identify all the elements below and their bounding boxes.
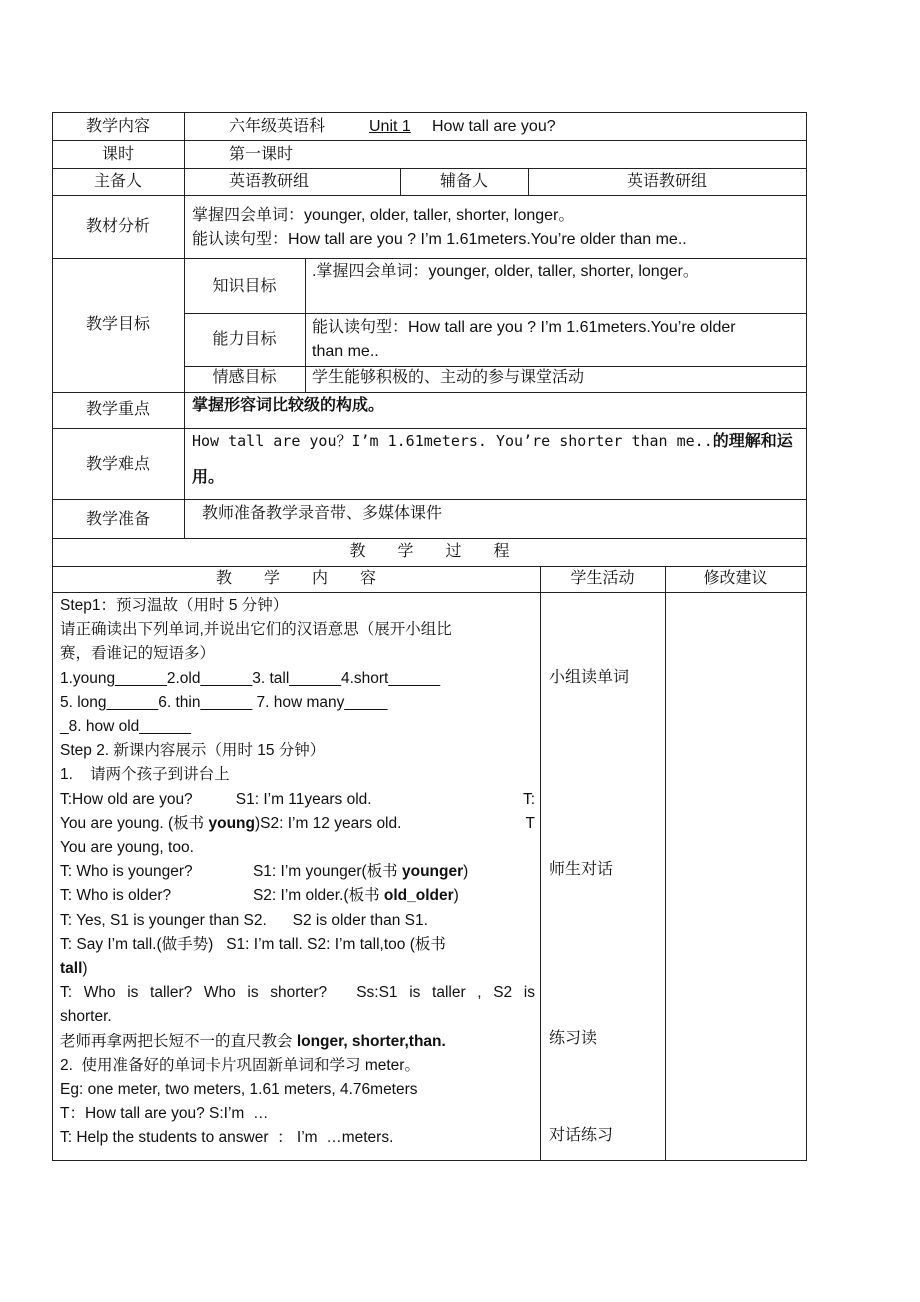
process-text: old_older — [383, 887, 454, 905]
content-unit: Unit 1 — [369, 118, 411, 135]
content-title: How tall are you? — [432, 118, 556, 135]
overflow-text: T: — [522, 790, 535, 808]
period-value: 第一课时 — [229, 146, 294, 163]
process-line — [60, 1104, 535, 1124]
process-text: )S2: I’m 12 years old. — [254, 814, 402, 832]
knowledge-label: 知识目标 — [212, 278, 277, 295]
process-text: T: Say I’m tall.(做手势) S1: I’m tall. S2: I’m tall,too (板书 — [60, 935, 446, 953]
process-title: 教 学 过 程 — [349, 543, 510, 560]
process-text: Step1：预习温故（用时 5 分钟） — [60, 597, 289, 614]
process-line — [60, 765, 535, 785]
process-text: T: Who is older? S2: I’m older.(板书 — [60, 887, 384, 905]
process-text: You are young, too. — [60, 839, 194, 856]
process-line — [60, 1056, 535, 1076]
process-line — [60, 911, 535, 931]
content-grade: 六年级英语科 — [229, 118, 326, 135]
process-text: younger — [401, 863, 464, 881]
difficulty-line2: 用。 — [192, 469, 225, 486]
ability-line2: than me.. — [312, 343, 379, 360]
lead-label: 主备人 — [93, 173, 142, 190]
process-text: 老师再拿两把长短不一的直尺教会 — [60, 1032, 297, 1050]
process-text: T：How tall are you? S:I’m … — [60, 1105, 269, 1123]
emotion-label: 情感目标 — [212, 369, 277, 386]
student-activity: 师生对话 — [549, 861, 614, 878]
key-value: 掌握形容词比较级的构成。 — [192, 397, 385, 414]
process-text: ) — [453, 887, 459, 905]
prep-value: 教师准备教学录音带、多媒体课件 — [202, 505, 443, 522]
process-line — [60, 1080, 535, 1100]
process-text: You are young. (板书 — [60, 814, 209, 832]
process-line — [60, 983, 535, 1003]
process-text: tall — [60, 960, 83, 977]
analysis-line1: 掌握四会单词：younger, older, taller, shorter, longer。 — [192, 207, 575, 224]
process-line — [60, 596, 535, 616]
col-suggest-header: 修改建议 — [703, 570, 768, 587]
process-text: Step 2. 新课内容展示（用时 15 分钟） — [60, 742, 326, 760]
overflow-text: T — [525, 814, 535, 832]
process-text: 1. 请两个孩子到讲台上 — [60, 766, 230, 784]
process-line — [60, 959, 535, 979]
student-activity: 小组读单词 — [549, 669, 630, 686]
key-label: 教学重点 — [85, 401, 150, 418]
analysis-line2: 能认读句型：How tall are you ? I’m 1.61meters.You’re older than me.. — [192, 231, 687, 248]
process-line — [60, 669, 535, 689]
process-text: T: Who is taller? Who is shorter? Ss:S1 is taller , S2 is — [60, 984, 535, 1002]
process-text: longer, shorter,than. — [296, 1032, 446, 1050]
process-line — [60, 620, 535, 640]
process-text: 5. long______6. thin______ 7. how many_____ — [60, 693, 388, 711]
difficulty-en: How tall are you？I’m 1.61meters. You’re shorter than me.. — [192, 432, 713, 450]
process-line — [60, 741, 535, 761]
process-line — [60, 693, 535, 713]
process-line — [60, 886, 535, 906]
student-activity: 练习读 — [549, 1030, 598, 1047]
emotion-value: 学生能够积极的、主动的参与课堂活动 — [312, 369, 585, 386]
analysis-label: 教材分析 — [85, 218, 150, 235]
process-text: 请正确读出下列单词,并说出它们的汉语意思（展开小组比 — [60, 621, 452, 639]
process-text: shorter. — [60, 1008, 112, 1026]
process-line — [60, 1128, 535, 1148]
process-text: ) — [463, 863, 469, 881]
student-activity: 对话练习 — [549, 1127, 614, 1144]
assist-label: 辅备人 — [439, 173, 488, 190]
process-line — [60, 814, 535, 834]
knowledge-value: .掌握四会单词：younger, older, taller, shorter, longer。 — [312, 263, 699, 280]
process-text: 赛，看谁记的短语多） — [60, 645, 216, 663]
process-text: 1.young______2.old______3. tall______4.short______ — [60, 669, 441, 687]
process-text: 2. 使用准备好的单词卡片巩固新单词和学习 meter。 — [60, 1056, 420, 1074]
difficulty-cn: 的理解和运 — [712, 433, 793, 450]
col-content-header: 教 学 内 容 — [215, 570, 376, 587]
ability-label: 能力目标 — [212, 331, 277, 348]
process-line — [60, 1007, 535, 1027]
col-student-header: 学生活动 — [570, 570, 635, 587]
ability-line1: 能认读句型：How tall are you ? I’m 1.61meters.You’re older — [312, 319, 736, 336]
process-line — [60, 862, 535, 882]
lead-value: 英语教研组 — [229, 173, 310, 190]
content-label: 教学内容 — [85, 118, 150, 135]
process-text: T: Who is younger? S1: I’m younger(板书 — [60, 863, 402, 881]
process-line — [60, 838, 535, 858]
goals-label: 教学目标 — [85, 316, 150, 333]
process-text: T:How old are you? S1: I’m 11years old. — [60, 790, 372, 808]
prep-label: 教学准备 — [85, 511, 150, 528]
process-line — [60, 1032, 535, 1052]
assist-value: 英语教研组 — [626, 173, 707, 190]
process-line — [60, 717, 535, 737]
process-text: T: Yes, S1 is younger than S2. S2 is older than S1. — [60, 911, 428, 929]
process-line — [60, 935, 535, 955]
process-text: _8. how old______ — [60, 718, 192, 735]
period-label: 课时 — [101, 146, 134, 163]
process-text: Eg: one meter, two meters, 1.61 meters, 4.76meters — [60, 1081, 418, 1098]
process-text: T: Help the students to answer ： I’m …meters. — [60, 1129, 394, 1147]
process-line — [60, 790, 535, 810]
process-line — [60, 644, 535, 664]
difficulty-label: 教学难点 — [85, 456, 150, 473]
process-text: young — [208, 814, 255, 832]
process-text: ) — [82, 960, 88, 977]
